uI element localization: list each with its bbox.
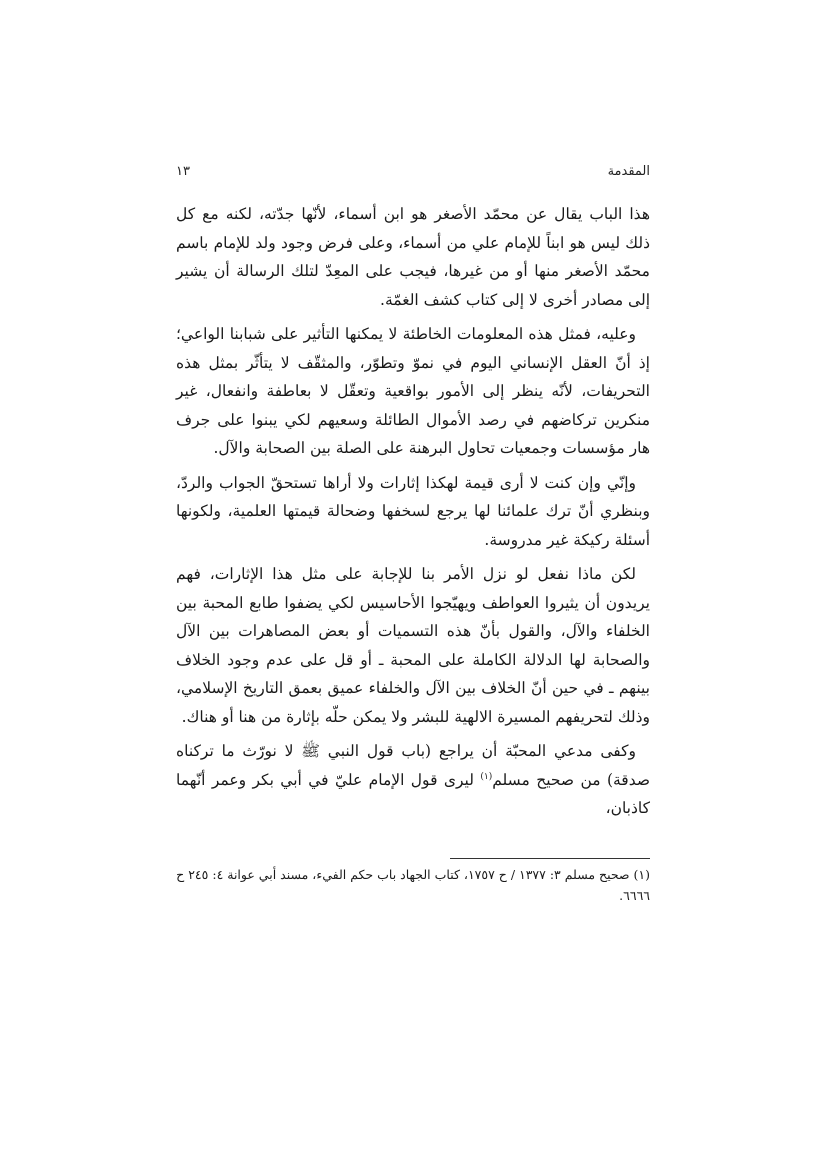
paragraph-3: وإنّي وإن كنت لا أرى قيمة لهكذا إثارات ولا أراها تستحقّ الجواب والردّ، وبنظري أنّ ترك علمائنا لها يرجع لسخفها وضحالة قيمتها العلمية، ولكونها أسئلة ركيكة غير مدروسة.	[176, 473, 650, 549]
paragraph-4: لكن ماذا نفعل لو نزل الأمر بنا للإجابة على مثل هذا الإثارات، فهم يريدون أن يثيروا العواطف ويهيّجوا الأحاسيس لكي يضفوا طابع المحبة بين الخلفاء والآل، والقول بأنّ هذه التسميات أو بعض المصاهرات بين الآل والصحابة لها الدلالة الكاملة على المحبة ـ أو قل على عدم وجود الخلاف بينهم ـ في حين أنّ الخلاف بين الآل والخلفاء عميق بعمق التاريخ الإسلامي، وذلك لتحريفهم المسيرة الالهية للبشر ولا يمكن حلّه بإثارة من هنا أو هناك.	[176, 565, 650, 726]
chapter-title: المقدمة	[607, 164, 650, 179]
paragraph-5	[176, 737, 650, 823]
running-header	[176, 164, 650, 188]
main-text	[176, 200, 650, 829]
paragraph-1: هذا الباب يقال عن محمّد الأصغر هو ابن أسماء، لأنّها جدّته، لكنه مع كل ذلك ليس هو ابناً للإمام علي من أسماء، وعلى فرض وجود ولد للإمام باسم محمّد الأصغر منها أو من غيرها، فيجب على المعِدّ لتلك الرسالة أن يشير إلى مصادر أخرى لا إلى كتاب كشف الغمّة.	[176, 205, 650, 309]
footnote-text: (١) صحيح مسلم ٣: ١٣٧٧ / ح ١٧٥٧، كتاب الجهاد باب حكم الفيء، مسند أبي عوانة ٤: ٢٤٥ ح ٦٦٦٦.	[176, 867, 650, 903]
footnote-reference[interactable]: (١)	[480, 771, 493, 782]
paragraph-2: وعليه، فمثل هذه المعلومات الخاطئة لا يمكنها التأثير على شبابنا الواعي؛ إذ أنّ العقل الإنساني اليوم في نموّ وتطوّر، والمثقّف لا يتأثّر بمثل هذه التحريفات، لأنّه ينظر إلى الأمور بواقعية وتعقّل لا بعاطفة وانفعال، غير منكرين تركاضهم في رصد الأموال الطائلة وسعيهم لكي يبنوا على جرف هار مؤسسات وجمعيات تحاول البرهنة على الصلة بين الصحابة والآل.	[176, 325, 650, 457]
paragraph-5-end: ليرى قول الإمام عليّ في أبي بكر وعمر أنّهما كاذبان،	[176, 770, 650, 817]
paragraph-5-start: وكفى مدعي المحبّة أن يراجع (باب قول النبي ﷺ لا نورّث ما تركناه صدقة) من صحيح مسلم	[176, 742, 651, 789]
page-number: ١٣	[176, 164, 190, 179]
footnote-divider	[450, 858, 650, 859]
